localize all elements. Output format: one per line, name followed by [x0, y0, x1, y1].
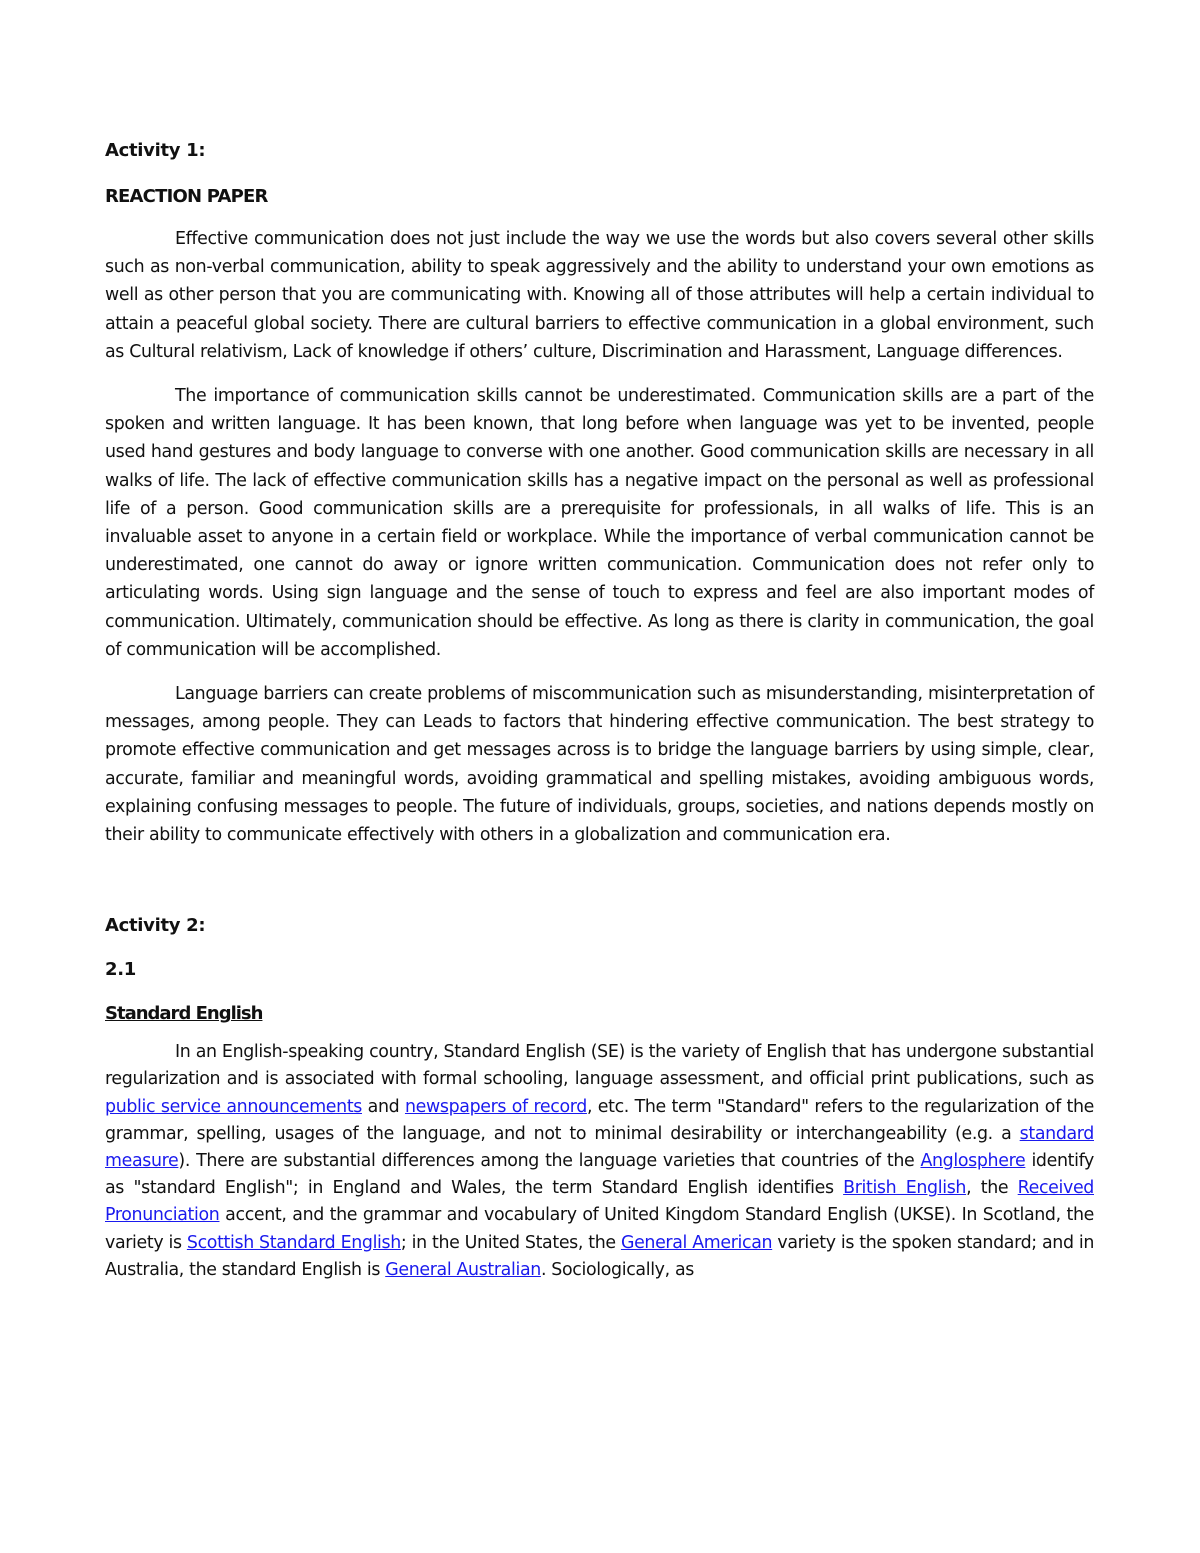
paragraph-text: accent, and the grammar and vocabulary of United Kingdom Standard English (UKSE). In Scotland, the variety is: [105, 1205, 1094, 1253]
link-received-pronunciation[interactable]: Received Pronunciation: [105, 1178, 1094, 1226]
section-number-2-1: 2.1: [105, 959, 136, 981]
link-scottish-standard-english[interactable]: Scottish Standard English: [186, 1232, 401, 1253]
paragraph-text: , the: [966, 1178, 1018, 1199]
paragraph-text: In an English-speaking country, Standard English (SE) is the variety of English that has undergone substantial regularization and is associated with formal schooling, language assessment, and official print publications, such as: [105, 1042, 1094, 1090]
reaction-paper-title: REACTION PAPER: [105, 186, 268, 207]
paragraph-text: variety is the spoken standard; and in Australia, the standard English is: [105, 1232, 1094, 1280]
reaction-paragraph-2: The importance of communication skills cannot be underestimated. Communication skills are a part of the spoken and written language. It has been known, that long before when language was yet to be invented, people used hand gestures and body language to converse with one another. Good communication skills are necessary in all walks of life. The lack of effective communication skills has a negative impact on the personal as well as professional life of a person. Good communication skills are a prerequisite for professionals, in all walks of life. This is an invaluable asset to anyone in a certain field or workplace. While the importance of verbal communication cannot be underestimated, one cannot do away or ignore written communication. Communication does not refer only to articulating words. Using sign language and the sense of touch to express and feel are also important modes of communication. Ultimately, communication should be effective. As long as there is clarity in communication, the goal of communication will be accomplished.: [105, 386, 1094, 660]
paragraph-text: ; in the United States, the: [400, 1232, 621, 1253]
paragraph-text: , etc. The term "Standard" refers to the regularization of the grammar, spelling, usages of the language, and not to minimal desirability or interchangeability (e.g. a: [105, 1096, 1094, 1144]
paragraph-text: and: [362, 1096, 405, 1117]
link-general-australian[interactable]: General Australian: [385, 1259, 541, 1280]
link-anglosphere[interactable]: Anglosphere: [920, 1151, 1026, 1172]
paragraph-text: . Sociologically, as: [540, 1259, 694, 1280]
link-british-english[interactable]: British English: [843, 1178, 967, 1199]
link-standard-measure[interactable]: standard measure: [105, 1123, 1094, 1172]
document-page: [105, 140, 1094, 1284]
standard-english-paragraph: [105, 1039, 1094, 1284]
activity-2-heading: Activity 2:: [105, 915, 206, 937]
link-public-service-announcements[interactable]: public service announcements: [105, 1096, 362, 1117]
reaction-paragraph-3: Language barriers can create problems of miscommunication such as misunderstanding, misinterpretation of messages, among people. They can Leads to factors that hindering effective communication. The best strategy to promote effective communication and get messages across is to bridge the language barriers by using simple, clear, accurate, familiar and meaningful words, avoiding grammatical and spelling mistakes, avoiding ambiguous words, explaining confusing messages to people. The future of individuals, groups, societies, and nations depends mostly on their ability to communicate effectively with others in a globalization and communication era.: [105, 684, 1094, 846]
activity-1-heading: Activity 1:: [105, 140, 206, 161]
paragraph-text: ). There are substantial differences among the language varieties that countries of the: [178, 1151, 921, 1172]
link-newspapers-of-record[interactable]: newspapers of record: [404, 1096, 587, 1117]
paragraph-text: identify as "standard English"; in England and Wales, the term Standard English identifies: [105, 1151, 1094, 1199]
link-general-american[interactable]: General American: [620, 1232, 773, 1253]
reaction-paragraph-1: Effective communication does not just include the way we use the words but also covers several other skills such as non-verbal communication, ability to speak aggressively and the ability to understand your own emotions as well as other person that you are communicating with. Knowing all of those attributes will help a certain individual to attain a peaceful global society. There are cultural barriers to effective communication in a global environment, such as Cultural relativism, Lack of knowledge if others’ culture, Discrimination and Harassment, Language differences.: [105, 229, 1094, 362]
standard-english-title: Standard English: [105, 1003, 263, 1025]
